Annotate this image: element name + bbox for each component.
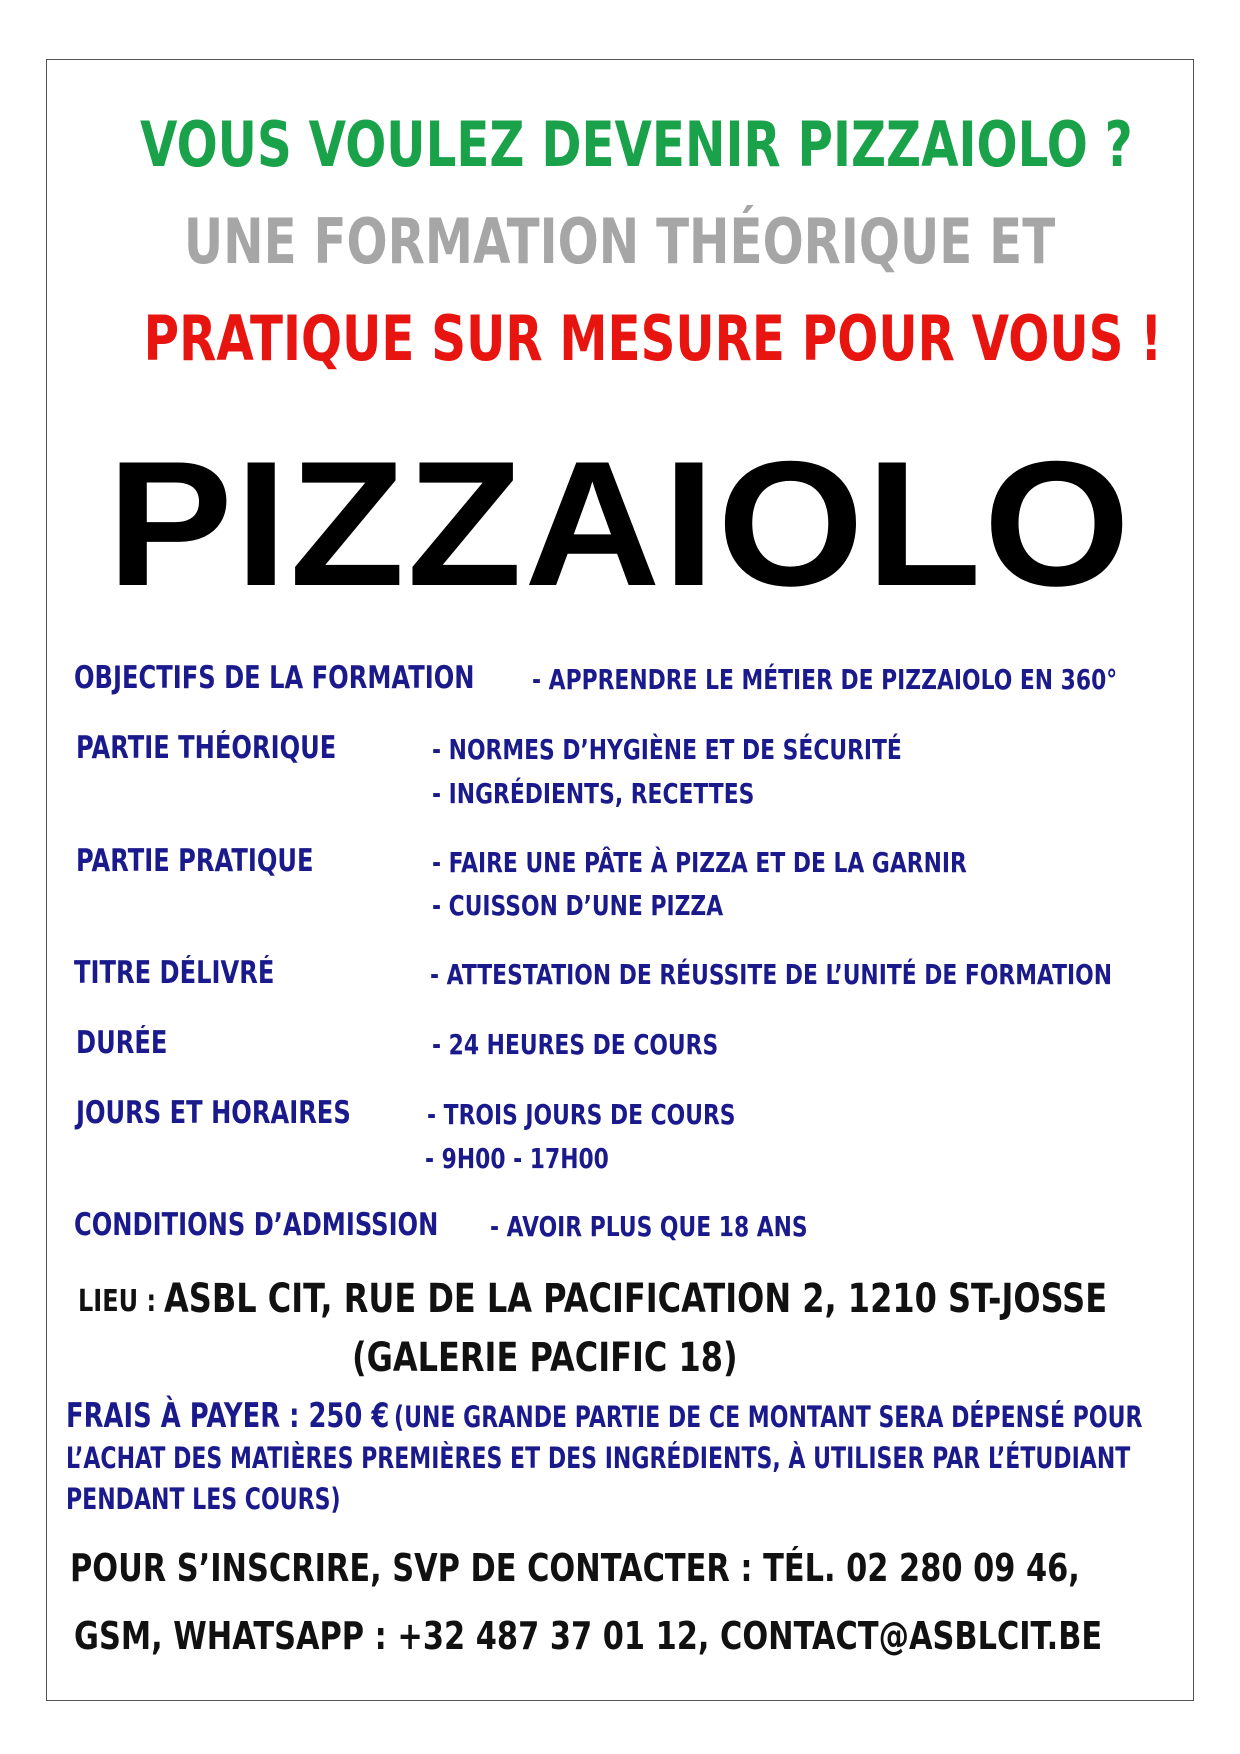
item-theorique-1: - NORMES D’HYGIÈNE ET DE SÉCURITÉ — [432, 733, 902, 766]
item-titre-1: - ATTESTATION DE RÉUSSITE DE L’UNITÉ DE FORMATION — [430, 958, 1113, 991]
item-theorique-2: - INGRÉDIENTS, RECETTES — [432, 777, 755, 810]
label-pratique: PARTIE PRATIQUE — [76, 843, 314, 879]
item-duree-1: - 24 HEURES DE COURS — [432, 1028, 719, 1061]
headline-pratique: PRATIQUE SUR MESURE POUR VOUS ! — [143, 302, 1163, 375]
label-conditions: CONDITIONS D’ADMISSION — [74, 1207, 439, 1243]
lieu-address: ASBL CIT, RUE DE LA PACIFICATION 2, 1210 ST-JOSSE — [164, 1276, 1108, 1322]
label-theorique: PARTIE THÉORIQUE — [76, 730, 337, 766]
label-objectifs: OBJECTIFS DE LA FORMATION — [74, 660, 475, 696]
frais-label: FRAIS À PAYER : 250 € — [66, 1396, 390, 1436]
item-jours-1: - TROIS JOURS DE COURS — [427, 1098, 736, 1131]
label-titre: TITRE DÉLIVRÉ — [74, 955, 275, 991]
item-pratique-2: - CUISSON D’UNE PIZZA — [432, 889, 724, 922]
label-jours: JOURS ET HORAIRES — [76, 1095, 351, 1131]
lieu-label: LIEU : — [78, 1284, 157, 1319]
frais-note-1: (UNE GRANDE PARTIE DE CE MONTANT SERA DÉPENSÉ POUR — [394, 1400, 1143, 1434]
item-jours-2: - 9H00 - 17H00 — [425, 1142, 609, 1175]
lieu-address-2: (GALERIE PACIFIC 18) — [352, 1335, 738, 1381]
headline-formation: UNE FORMATION THÉORIQUE ET — [184, 205, 1056, 278]
item-conditions-1: - AVOIR PLUS QUE 18 ANS — [490, 1210, 808, 1243]
item-objectifs-1: - APPRENDRE LE MÉTIER DE PIZZAIOLO EN 360° — [532, 663, 1118, 696]
poster-title: PIZZAIOLO — [107, 424, 1133, 623]
headline-question: VOUS VOULEZ DEVENIR PIZZAIOLO ? — [139, 108, 1133, 181]
contact-whatsapp-email: GSM, WHATSAPP : +32 487 37 01 12, CONTACT@ASBLCIT.BE — [74, 1614, 1103, 1658]
frais-note-2: L’ACHAT DES MATIÈRES PREMIÈRES ET DES INGRÉDIENTS, À UTILISER PAR L’ÉTUDIANT — [66, 1441, 1131, 1475]
contact-phone: POUR S’INSCRIRE, SVP DE CONTACTER : TÉL. 02 280 09 46, — [70, 1546, 1080, 1590]
frais-note-3: PENDANT LES COURS) — [66, 1482, 341, 1516]
item-pratique-1: - FAIRE UNE PÂTE À PIZZA ET DE LA GARNIR — [432, 846, 967, 879]
label-duree: DURÉE — [76, 1025, 168, 1061]
